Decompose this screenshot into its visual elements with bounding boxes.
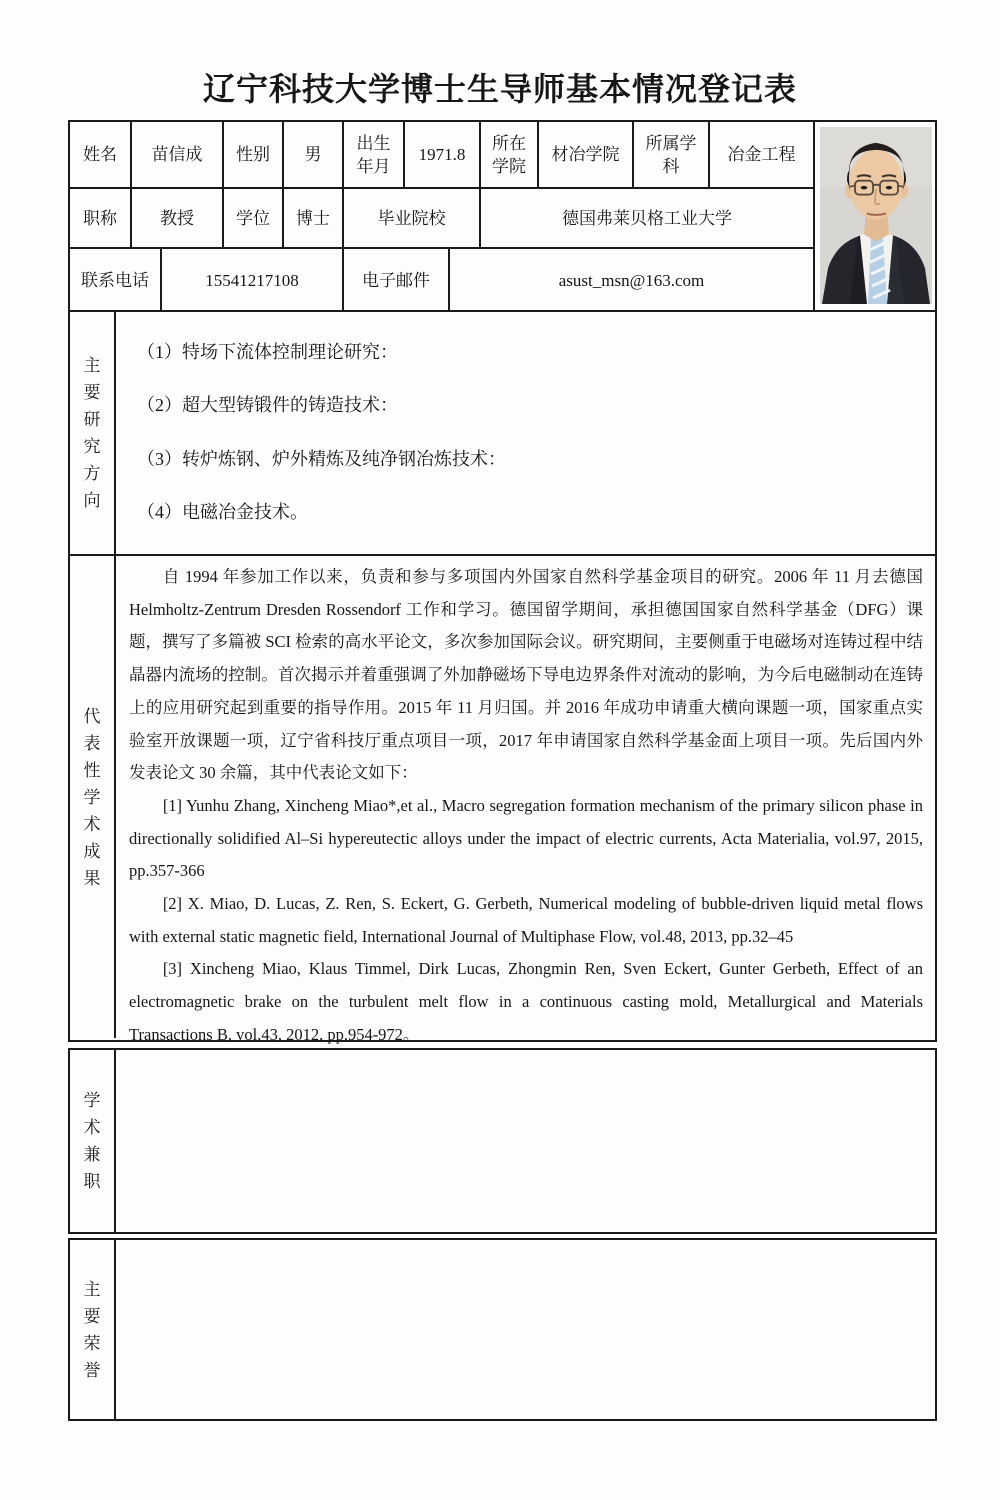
portrait-photo [813,122,935,310]
birth-label: 出生年月 [344,122,405,187]
rank-label: 职称 [70,189,132,247]
gender-value: 男 [284,122,344,187]
main-form-table [68,120,937,1042]
name-label: 姓名 [70,122,132,187]
portrait-photo-illustration [820,127,932,304]
basic-info-header [70,122,935,312]
discipline-label: 所属学科 [634,122,710,187]
research-item-4: （4）电磁冶金技术。 [137,502,308,523]
birth-value: 1971.8 [405,122,481,187]
achievements-content [116,556,935,1044]
rank-value: 教授 [132,189,224,247]
table-row [70,249,813,312]
achievements-intro: 自 1994 年参加工作以来，负责和参与多项国内外国家自然科学基金项目的研究。2006 年 11 月去德国 Helmholtz-Zentrum Dresden Rossendorf 工作和学习。德国留学期间，承担德国国家自然科学基金（DFG）课题，撰写了多篇被 SCI 检索的高水平论文，多次参加国际会议。研究期间，主要侧重于电磁场对连铸过程中结晶器内流场的控制。首次揭示并着重强调了外加静磁场下导电边界条件对流动的影响，为今后电磁制动在连铸上的应用研究起到重要的指导作用。2015 年 11 月归国。并 2016 年成功申请重大横向课题一项，国家重点实验室开放课题一项，辽宁省科技厅重点项目一项，2017 年申请国家自然科学基金面上项目一项。先后国内外发表论文 30 余篇，其中代表论文如下： [129,567,923,783]
research-directions-label-cell [70,312,116,554]
achievements-label: 代表性学术成果 [83,706,101,888]
basic-info-rows [70,122,813,310]
research-item-1: （1）特场下流体控制理论研究： [137,341,398,362]
academic-positions-label-cell [70,1050,116,1232]
phone-value: 15541217108 [162,249,344,312]
table-row [70,189,813,249]
paper-reference-3: [3] Xincheng Miao, Klaus Timmel, Dirk Lucas, Zhongmin Ren, Sven Eckert, Gunter Gerbeth, Effect of an electromagnetic brake on the turbulent melt flow in a continuous casting mold, Metallurgical and Materials Transactions B, vol.43, 2012, pp.954-972。 [129,959,923,1044]
achievements-section [70,556,935,1044]
college-value: 材冶学院 [539,122,634,187]
email-value: asust_msn@163.com [558,271,705,290]
discipline-value: 冶金工程 [727,145,796,164]
degree-value: 博士 [284,189,344,247]
research-directions-label: 主要研究方向 [83,356,101,510]
academic-positions-label: 学术兼职 [83,1091,101,1191]
degree-label: 学位 [224,189,284,247]
alma-value: 德国弗莱贝格工业大学 [562,208,732,228]
paper-reference-2: [2] X. Miao, D. Lucas, Z. Ren, S. Eckert, G. Gerbeth, Numerical modeling of bubble-driven liquid metal flows with external static magnetic field, International Journal of Multiphase Flow, vol.48, 2013, pp.32–45 [129,894,923,946]
research-item-2: （2）超大型铸锻件的铸造技术： [137,395,398,416]
email-label: 电子邮件 [344,249,450,312]
alma-label: 毕业院校 [344,189,481,247]
academic-positions-section [68,1048,937,1234]
main-honors-label-cell [70,1240,116,1419]
research-directions-content [116,312,935,554]
table-row [70,122,813,189]
achievements-label-cell [70,556,116,1038]
main-honors-content [116,1240,935,1419]
main-honors-label: 主要荣誉 [83,1279,101,1380]
research-directions-section [70,312,935,556]
name-value: 苗信成 [132,122,224,187]
main-honors-section [68,1238,937,1421]
research-item-3: （3）转炉炼钢、炉外精炼及纯净钢冶炼技术： [137,448,506,469]
gender-label: 性别 [224,122,284,187]
phone-label: 联系电话 [70,249,162,312]
page-title: 辽宁科技大学博士生导师基本情况登记表 [202,71,797,107]
college-label: 所在学院 [481,122,539,187]
academic-positions-content [116,1050,935,1232]
paper-reference-1: [1] Yunhu Zhang, Xincheng Miao*,et al., Macro segregation formation mechanism of the primary silicon phase in directionally solidified Al–Si hypereutectic alloys under the impact of electric currents, Acta Materialia, vol.97, 2015, pp.357-366 [129,795,923,881]
